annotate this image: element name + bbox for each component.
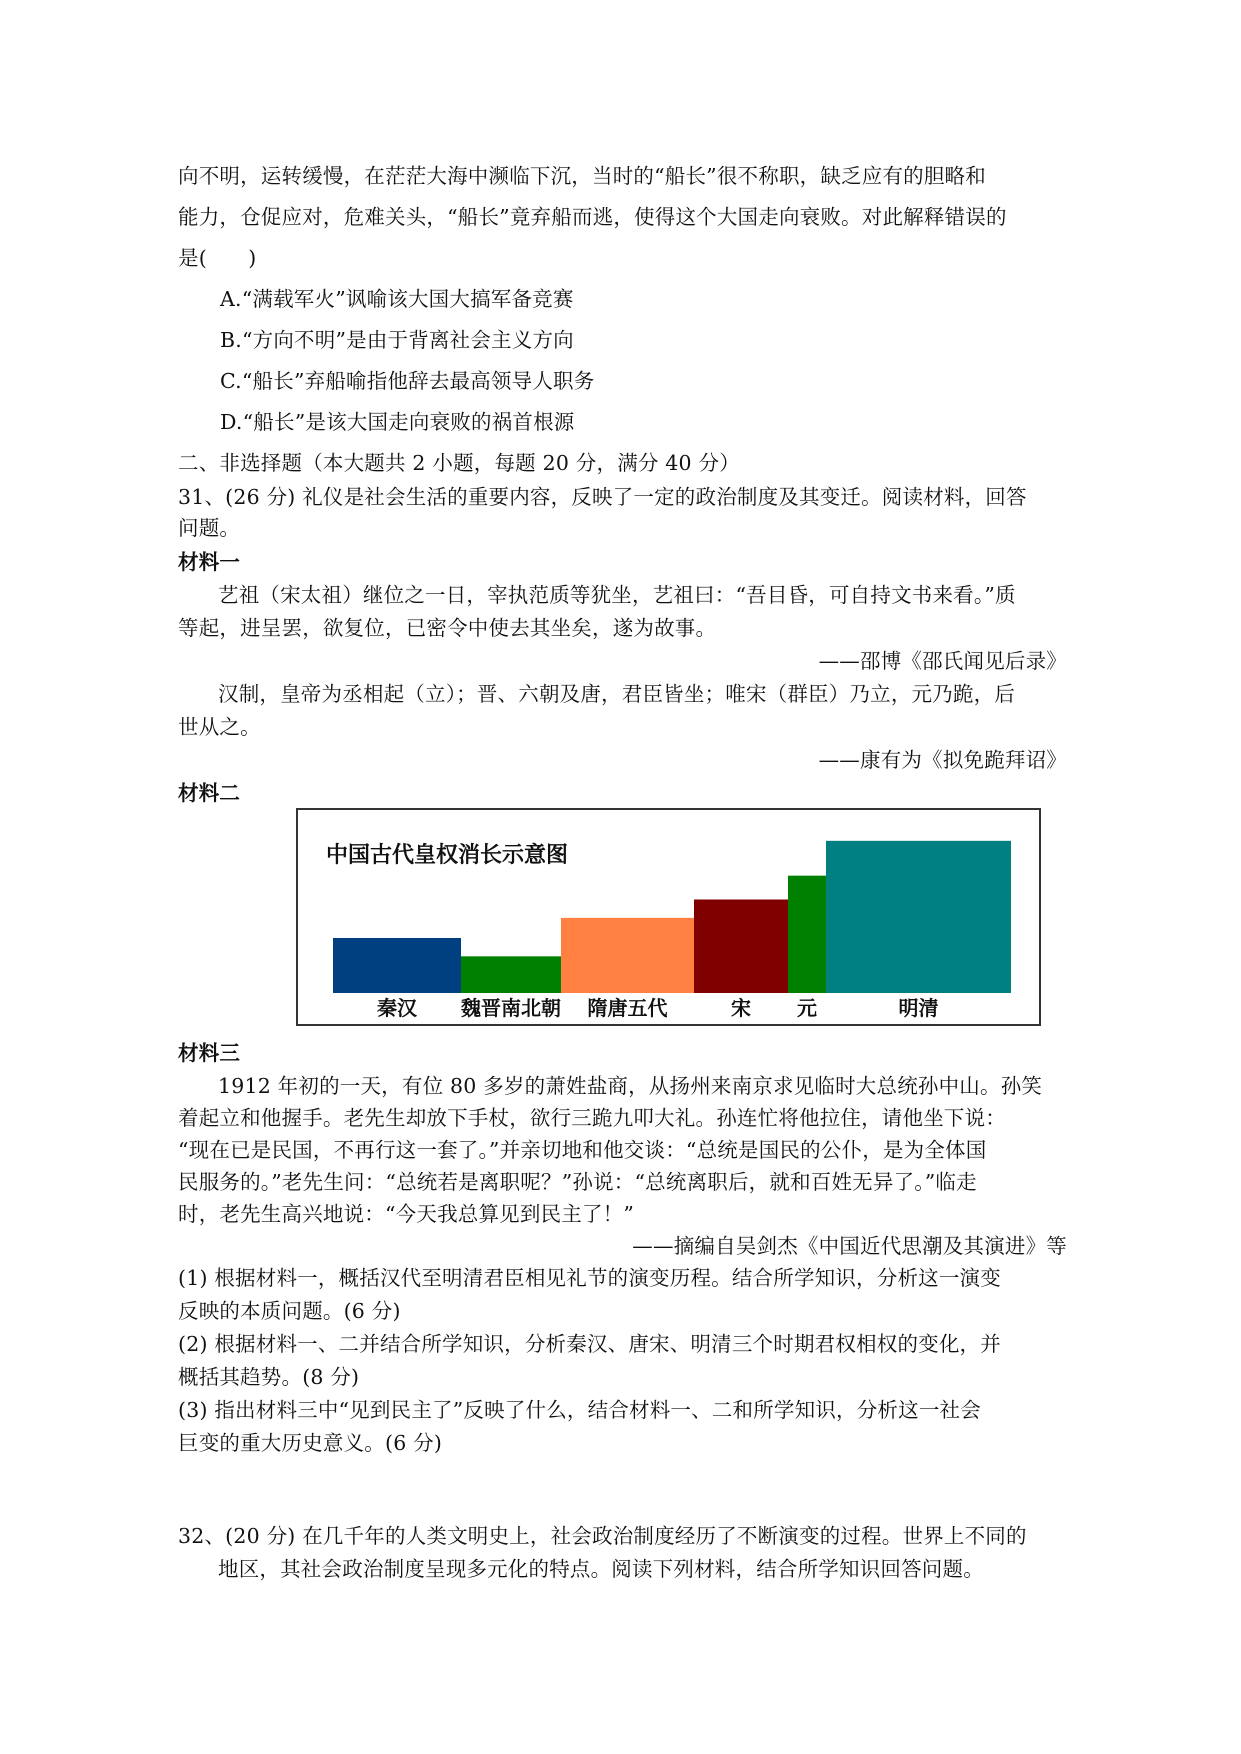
- bar-5: [788, 876, 826, 993]
- bar-1: [333, 938, 461, 993]
- material-1-title: 材料一: [178, 550, 241, 574]
- bar-4: [694, 900, 788, 994]
- q30-line-1: 向不明，运转缓慢，在茫茫大海中濒临下沉，当时的“船长”很不称职，缺乏应有的胆略和: [178, 164, 986, 188]
- power-chart-svg: [298, 810, 1039, 1024]
- q31-sub-3-line-1: (3) 指出材料三中“见到民主了”反映了什么，结合材料一、二和所学知识，分析这一社会: [178, 1398, 981, 1422]
- material-3-title: 材料三: [178, 1041, 241, 1065]
- bar-2: [461, 956, 561, 993]
- material-3-line-2: 着起立和他握手。老先生却放下手杖，欲行三跪九叩大礼。孙连忙将他拉住，请他坐下说：: [178, 1106, 1006, 1130]
- q31-sub-2-line-2: 概括其趋势。(8 分): [178, 1365, 360, 1389]
- q32-line-2: 地区，其社会政治制度呈现多元化的特点。阅读下列材料，结合所学知识回答问题。: [218, 1557, 984, 1581]
- material-2-title: 材料二: [178, 781, 241, 805]
- material-3-line-5: 时，老先生高兴地说：“今天我总算见到民主了！”: [178, 1202, 635, 1226]
- category-label-4: 宋: [731, 996, 751, 1020]
- material-3-line-4: 民服务的。”老先生问：“总统若是离职呢？”孙说：“总统离职后，就和百姓无异了。”临走: [178, 1170, 977, 1194]
- section-2-heading: 二、非选择题（本大题共 2 小题，每题 20 分，满分 40 分）: [178, 451, 740, 475]
- q31-sub-3-line-2: 巨变的重大历史意义。(6 分): [178, 1431, 443, 1455]
- q32-line-1: 32、(20 分) 在几千年的人类文明史上，社会政治制度经历了不断演变的过程。世界上不同的: [178, 1524, 1027, 1548]
- category-label-2: 魏晋南北朝: [461, 996, 561, 1020]
- bar-3: [561, 918, 694, 993]
- material-1-source-1: ——邵博《邵氏闻见后录》: [818, 649, 1067, 673]
- category-label-6: 明清: [898, 996, 939, 1020]
- material-1-p2-line-1: 汉制，皇帝为丞相起（立）；晋、六朝及唐，君臣皆坐；唯宋（群臣）乃立，元乃跪，后: [218, 682, 1016, 706]
- material-1-p2-line-2: 世从之。: [178, 715, 261, 739]
- category-label-3: 隋唐五代: [587, 996, 668, 1020]
- q31-sub-2-line-1: (2) 根据材料一、二并结合所学知识，分析秦汉、唐宋、明清三个时期君权相权的变化，并: [178, 1332, 1001, 1356]
- q30-line-3: 是( ): [178, 246, 257, 270]
- category-label-5: 元: [797, 996, 817, 1020]
- category-label-1: 秦汉: [377, 996, 417, 1020]
- q30-option-a: A.“满载军火”讽喻该大国大搞军备竞赛: [220, 287, 574, 311]
- q31-sub-1-line-2: 反映的本质问题。(6 分): [178, 1299, 401, 1323]
- q31-intro-line-2: 问题。: [178, 516, 241, 540]
- material-1-p1-line-2: 等起，进呈罢，欲复位，已密令中使去其坐矣，遂为故事。: [178, 616, 717, 640]
- q30-option-b: B.“方向不明”是由于背离社会主义方向: [220, 328, 574, 352]
- q30-option-d: D.“船长”是该大国走向衰败的祸首根源: [220, 410, 575, 434]
- q31-sub-1-line-1: (1) 根据材料一，概括汉代至明清君臣相见礼节的演变历程。结合所学知识，分析这一演变: [178, 1266, 1001, 1290]
- material-3-line-3: “现在已是民国，不再行这一套了。”并亲切地和他交谈：“总统是国民的公仆，是为全体国: [178, 1138, 987, 1162]
- q31-intro-line-1: 31、(26 分) 礼仪是社会生活的重要内容，反映了一定的政治制度及其变迁。阅读材料，回答: [178, 485, 1027, 509]
- material-3-line-1: 1912 年初的一天，有位 80 多岁的萧姓盐商，从扬州来南京求见临时大总统孙中山。孙笑: [218, 1074, 1043, 1098]
- material-1-source-2: ——康有为《拟免跪拜诏》: [818, 748, 1067, 772]
- q30-option-c: C.“船长”弃船喻指他辞去最高领导人职务: [220, 369, 595, 393]
- material-1-p1-line-1: 艺祖（宋太祖）继位之一日，宰执范质等犹坐，艺祖曰：“吾目昏，可自持文书来看。”质: [218, 583, 1016, 607]
- q30-line-2: 能力，仓促应对，危难关头，“船长”竟弃船而逃，使得这个大国走向衰败。对此解释错误的: [178, 205, 1007, 229]
- power-chart: [296, 808, 1041, 1026]
- bar-6: [826, 841, 1011, 993]
- chart-title: 中国古代皇权消长示意图: [326, 843, 569, 868]
- material-3-source: ——摘编自吴剑杰《中国近代思潮及其演进》等: [632, 1234, 1067, 1258]
